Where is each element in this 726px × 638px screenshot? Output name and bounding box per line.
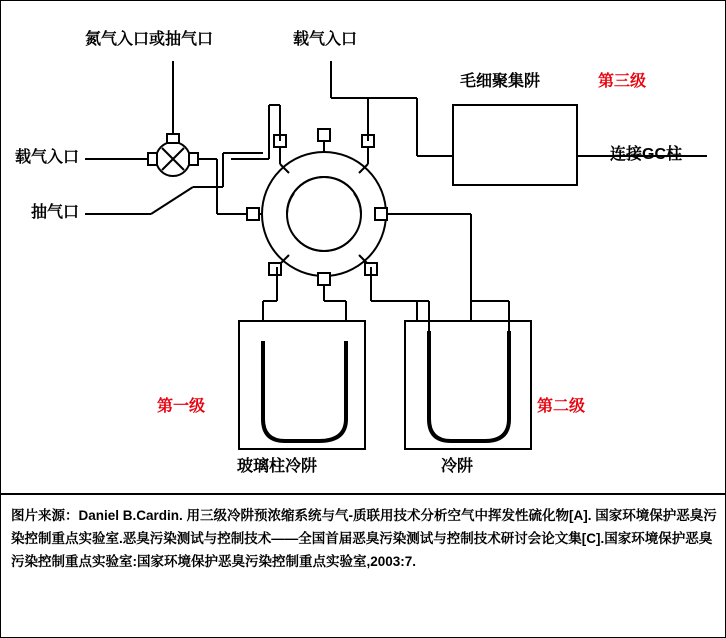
figure-caption	[1, 493, 726, 638]
label-stage-two: 第二级	[537, 398, 586, 415]
label-carrier-gas-inlet-top: 载气入口	[293, 31, 358, 48]
caption-text: 图片来源：Daniel B.Cardin. 用三级冷阱预浓缩系统与气-质联用技术分析空气中挥发性硫化物[A]. 国家环境保护恶臭污染控制重点实验室.恶臭污染测试与控制技术——全国首届恶臭污染测试与控制技术研讨会论文集[C].国家环境保护恶臭污染控制重点实验室:国家环境保护恶臭污染控制重点实验室,2003:7.	[11, 508, 717, 570]
label-capillary-focuser: 毛细聚集阱	[460, 73, 541, 90]
diagram-area	[1, 1, 726, 493]
label-cold-trap: 冷阱	[441, 458, 474, 475]
label-pump-port-left: 抽气口	[31, 204, 80, 221]
label-nitrogen-inlet: 氮气入口或抽气口	[85, 31, 214, 48]
label-carrier-gas-inlet-left: 载气入口	[15, 149, 80, 166]
label-stage-three: 第三级	[598, 73, 647, 90]
label-glass-cold-trap: 玻璃柱冷阱	[237, 458, 318, 475]
label-gc-column: 连接GC柱	[610, 146, 683, 163]
label-stage-one: 第一级	[157, 398, 206, 415]
